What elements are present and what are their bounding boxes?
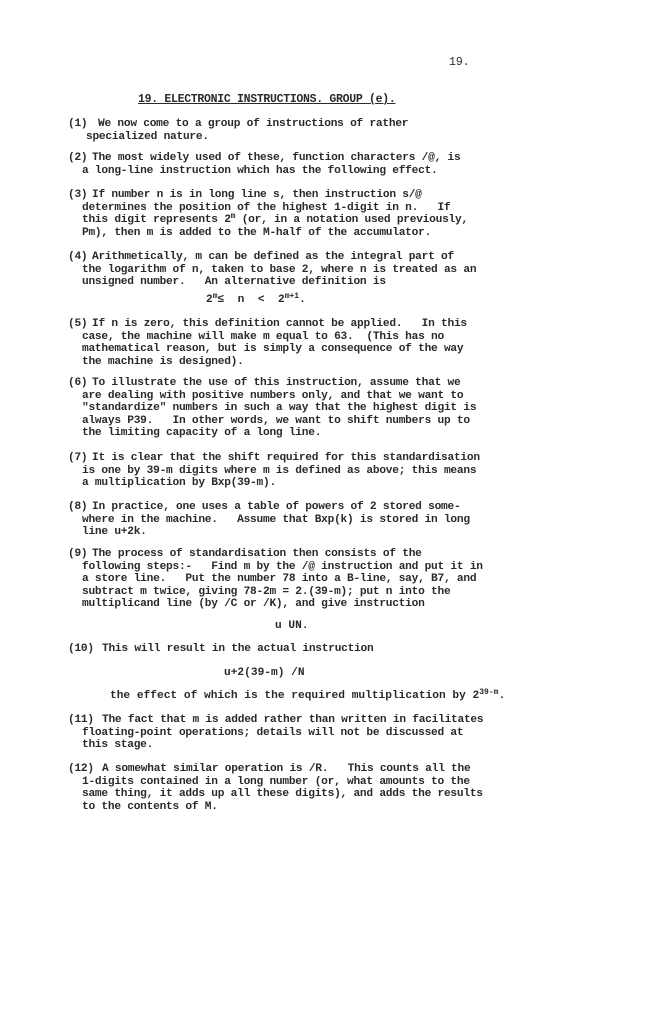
paragraph-number: (1) [68,118,88,130]
text-line: It is clear that the shift required for this standardisation [92,452,480,464]
text-line: mathematical reason, but is simply a consequence of the way [82,343,464,356]
text-line: case, the machine will make m equal to 63. (This has no [82,330,444,343]
text-line: "standardize" numbers in such a way that the highest digit is [82,402,477,415]
text-line: In practice, one uses a table of powers of 2 stored some- [92,501,461,513]
paragraph-number: (8) [68,501,88,513]
text-line: specialized nature. [86,130,209,143]
text-line: a multiplication by Bxp(39-m). [82,477,276,490]
text-line: We now come to a group of instructions of rather [98,118,409,130]
paragraph-7 [68,452,568,490]
text-line: this stage. [82,739,154,752]
paragraph-number: (2) [68,152,88,164]
text-line: This will result in the actual instruction [102,643,374,655]
text-line: the machine is designed). [82,355,244,368]
paragraph-10 [68,643,568,656]
text-line: this digit represents 2$^m$ (or, in a notation used previously, [82,212,468,227]
text-line: a long-line instruction which has the following effect. [82,164,438,177]
paragraph-number: (3) [68,189,88,201]
text-line: following steps:- Find m by the /@ instruction and put it in [82,560,483,573]
paragraph-9 [68,548,568,611]
paragraph-5 [68,318,568,368]
paragraph-4 [68,251,568,289]
text-line: the logarithm of n, taken to base 2, where n is treated as an [82,263,477,276]
text-line: If number n is in long line s, then instruction s/@ [92,189,422,201]
paragraph-number: (9) [68,548,88,560]
paragraph-number: (7) [68,452,88,464]
text-line: Arithmetically, m can be defined as the integral part of [92,251,454,263]
paragraph-number: (10) [68,643,94,655]
paragraph-11 [68,714,568,752]
text-line: The process of standardisation then consists of the [92,548,422,560]
paragraph-number: (4) [68,251,88,263]
paragraph-number: (12) [68,763,94,775]
text-line: the limiting capacity of a long line. [82,427,322,440]
paragraph-3 [68,189,568,239]
text-line: The fact that m is added rather than written in facilitates [102,714,484,726]
page-number: 19. [449,56,470,69]
paragraph-1 [68,118,568,143]
section-title: 19. ELECTRONIC INSTRUCTIONS. GROUP (e). [138,93,396,106]
paragraph-12 [68,763,568,813]
text-line: unsigned number. An alternative definition is [82,276,386,289]
text-line: determines the position of the highest 1-digit in n. If [82,201,451,214]
text-line: To illustrate the use of this instruction, assume that we [92,377,461,389]
paragraph-number: (6) [68,377,88,389]
effect-text: the effect of which is the required multiplication by 2$^{39-m}$. [110,688,506,702]
paragraph-number: (11) [68,714,94,726]
paragraph-8 [68,501,568,539]
text-line: to the contents of M. [82,800,218,813]
text-line: is one by 39-m digits where m is defined as above; this means [82,464,477,477]
paragraph-number: (5) [68,318,88,330]
text-line: same thing, it adds up all these digits), and adds the results [82,788,483,801]
text-line: The most widely used of these, function characters /@, is [92,152,461,164]
paragraph-2 [68,152,568,177]
text-line: A somewhat similar operation is /R. This counts all the [102,763,471,775]
text-line: Pm), then m is added to the M-half of the accumulator. [82,226,432,239]
inequality-formula: $2^m\le n < 2^{m+1}$. [206,292,306,306]
text-line: multiplicand line (by /C or /K), and give instruction [82,598,425,611]
text-line: always P39. In other words, we want to shift numbers up to [82,414,470,427]
text-line: floating-point operations; details will not be discussed at [82,726,464,739]
text-line: subtract m twice, giving 78-2m = 2.(39-m); put n into the [82,585,451,598]
text-line: If n is zero, this definition cannot be applied. In this [92,318,467,330]
paragraph-6 [68,377,568,440]
text-line: are dealing with positive numbers only, and that we want to [82,389,464,402]
instruction-u-un: u UN. [275,620,309,632]
text-line: where in the machine. Assume that Bxp(k) is stored in long [82,513,470,526]
instruction-actual: u+2(39-m) /N [224,667,305,679]
text-line: a store line. Put the number 78 into a B-line, say, B7, and [82,573,477,586]
text-line: line u+2k. [82,526,147,539]
text-line: 1-digits contained in a long number (or, what amounts to the [82,775,470,788]
